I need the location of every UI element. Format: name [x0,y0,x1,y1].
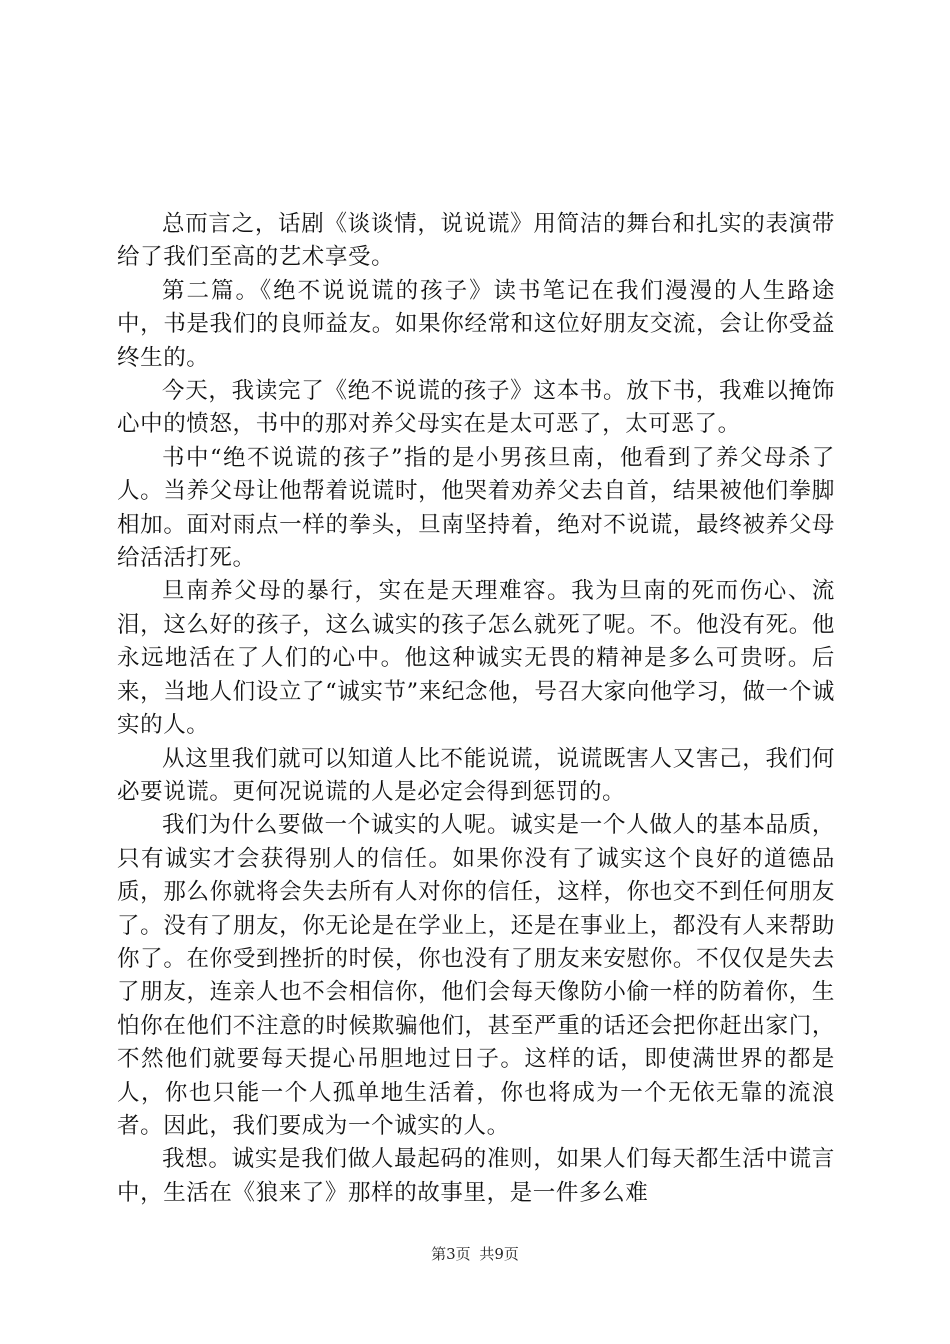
paragraph-second-article: 第二篇。《绝不说说谎的孩子》读书笔记在我们漫漫的人生路途中，书是我们的良师益友。如果你经常和这位好朋友交流，会让你受益终生的。 [117,277,835,371]
page-total: 共9页 [479,1245,519,1263]
document-body [117,208,835,1210]
paragraph-today: 今天，我读完了《绝不说谎的孩子》这本书。放下书，我难以掩饰心中的愤怒，书中的那对养父母实在是太可恶了，太可恶了。 [117,378,835,438]
paragraph-lesson: 从这里我们就可以知道人比不能说谎，说谎既害人又害己，我们何必要说谎。更何况说谎的人是必定会得到惩罚的。 [117,745,835,805]
paragraph-i-think: 我想。诚实是我们做人最起码的准则，如果人们每天都生活中谎言中，生活在《狼来了》那样的故事里，是一件多么难 [117,1146,835,1206]
page-number: 第3页 [431,1245,471,1263]
paragraph-story: 书中“绝不说谎的孩子”指的是小男孩旦南，他看到了养父母杀了人。当养父母让他帮着说谎时，他哭着劝养父去自首，结果被他们拳脚相加。面对雨点一样的拳头，旦南坚持着，绝对不说谎，最终被养父母给活活打死。 [117,444,835,572]
paragraph-cruelty: 旦南养父母的暴行，实在是天理难容。我为旦南的死而伤心、流泪，这么好的孩子，这么诚实的孩子怎么就死了呢。不。他没有死。他永远地活在了人们的心中。他这种诚实无畏的精神是多么可贵呀。后来，当地人们设立了“诚实节”来纪念他，号召大家向他学习，做一个诚实的人。 [117,578,835,739]
paragraph-why-honest: 我们为什么要做一个诚实的人呢。诚实是一个人做人的基本品质，只有诚实才会获得别人的信任。如果你没有了诚实这个良好的道德品质，那么你就将会失去所有人对你的信任，这样，你也交不到任何朋友了。没有了朋友，你无论是在学业上，还是在事业上，都没有人来帮助你了。在你受到挫折的时侯，你也没有了朋友来安慰你。不仅仅是失去了朋友，连亲人也不会相信你，他们会每天像防小偷一样的防着你，生怕你在他们不注意的时候欺骗他们，甚至严重的话还会把你赶出家门，不然他们就要每天提心吊胆地过日子。这样的话，即使满世界的都是人，你也只能一个人孤单地生活着，你也将成为一个无依无靠的流浪者。因此，我们要成为一个诚实的人。 [117,812,835,1139]
page-footer [0,1244,950,1264]
paragraph-summary: 总而言之，话剧《谈谈情，说说谎》用简洁的舞台和扎实的表演带给了我们至高的艺术享受。 [117,211,835,271]
